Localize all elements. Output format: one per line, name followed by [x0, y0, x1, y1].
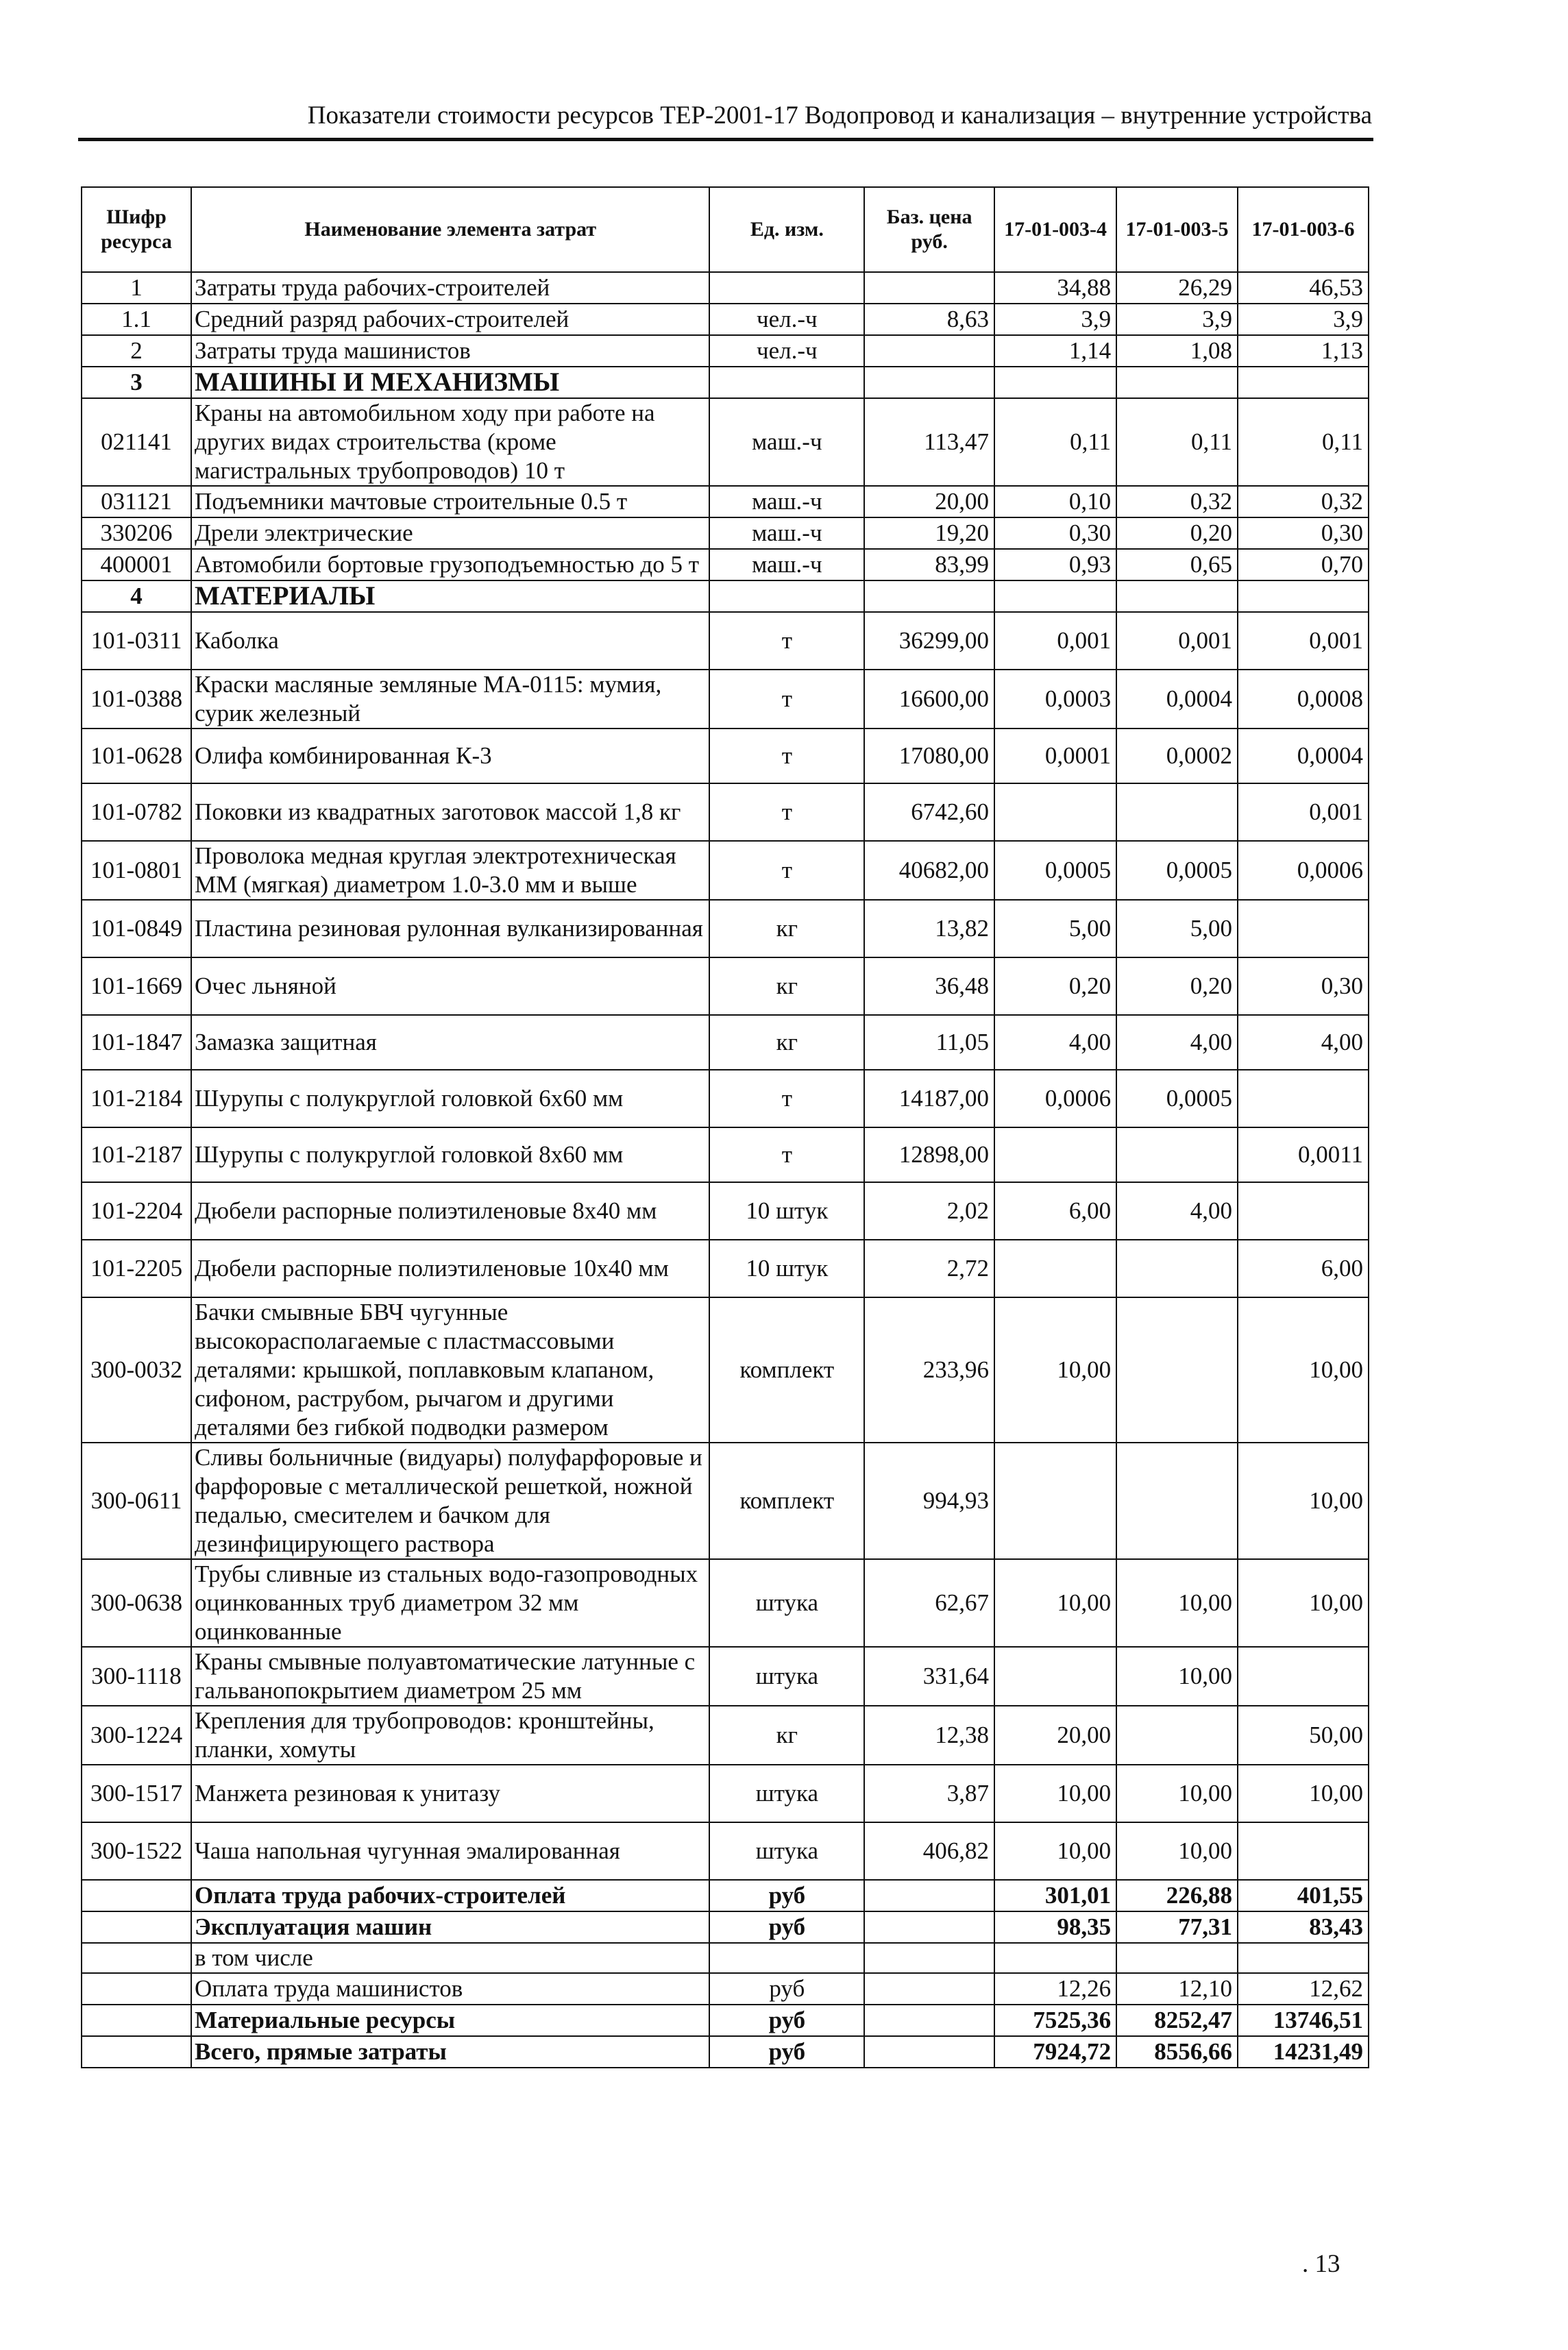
table-row: [82, 957, 1369, 1015]
section-number: 4: [82, 580, 191, 612]
total-unit: [709, 1943, 864, 1973]
norm-value-c1: 0,0006: [994, 1070, 1116, 1127]
norm-value-c1: 5,00: [994, 900, 1116, 957]
table-row: [82, 1297, 1369, 1443]
total-value-c1: 7924,72: [994, 2036, 1116, 2068]
resource-unit: чел.-ч: [709, 304, 864, 335]
norm-value-c3: 50,00: [1238, 1706, 1369, 1765]
table-row: [82, 486, 1369, 517]
norm-value-c2: 0,20: [1116, 957, 1238, 1015]
table-row: [82, 1015, 1369, 1070]
total-value-c1: 12,26: [994, 1973, 1116, 2005]
col-header-unit: Ед. изм.: [709, 187, 864, 272]
norm-value-c2: 0,001: [1116, 612, 1238, 670]
norm-value-c1: 10,00: [994, 1559, 1116, 1647]
norm-value-c3: 10,00: [1238, 1765, 1369, 1822]
base-price: 2,02: [864, 1182, 994, 1240]
empty-cell: [82, 1880, 191, 1911]
total-value-c1: [994, 1943, 1116, 1973]
resource-unit: 10 штук: [709, 1240, 864, 1297]
total-label: Материальные ресурсы: [191, 2005, 709, 2036]
norm-value-c2: 0,32: [1116, 486, 1238, 517]
page-header-title: Показатели стоимости ресурсов ТЕР-2001-17 Водопровод и канализация – внутренние устройства: [307, 101, 1372, 130]
resource-code: 101-2184: [82, 1070, 191, 1127]
table-row: [82, 304, 1369, 335]
total-label: Эксплуатация машин: [191, 1911, 709, 1943]
resource-name: Замазка защитная: [191, 1015, 709, 1070]
resource-unit: т: [709, 783, 864, 841]
norm-value-c2: 5,00: [1116, 900, 1238, 957]
resource-name: Сливы больничные (видуары) полуфарфоровые и фарфоровые с металлической решеткой, ножной педалью, смесителем и бачком для дезинфицирующего раствора: [191, 1443, 709, 1559]
norm-value-c2: 0,0005: [1116, 1070, 1238, 1127]
resource-name: Олифа комбинированная К-3: [191, 729, 709, 783]
empty-cell: [994, 580, 1116, 612]
total-unit: руб: [709, 2005, 864, 2036]
resource-name: Автомобили бортовые грузоподъемностью до 5 т: [191, 549, 709, 580]
total-value-c2: 8556,66: [1116, 2036, 1238, 2068]
resource-unit: кг: [709, 1015, 864, 1070]
base-price: 14187,00: [864, 1070, 994, 1127]
base-price: 17080,00: [864, 729, 994, 783]
norm-value-c3: 0,0004: [1238, 729, 1369, 783]
norm-value-c1: [994, 1127, 1116, 1182]
total-value-c3: 83,43: [1238, 1911, 1369, 1943]
empty-cell: [864, 1973, 994, 2005]
table-row: [82, 580, 1369, 612]
total-value-c2: [1116, 1943, 1238, 1973]
norm-value-c1: 6,00: [994, 1182, 1116, 1240]
total-unit: руб: [709, 1880, 864, 1911]
resource-unit: маш.-ч: [709, 398, 864, 486]
resource-code: 101-2187: [82, 1127, 191, 1182]
table-row: [82, 1911, 1369, 1943]
resource-name: Дюбели распорные полиэтиленовые 10х40 мм: [191, 1240, 709, 1297]
total-unit: руб: [709, 1973, 864, 2005]
resource-unit: чел.-ч: [709, 335, 864, 367]
empty-cell: [864, 367, 994, 398]
resource-code: 101-0628: [82, 729, 191, 783]
empty-cell: [864, 2036, 994, 2068]
base-price: 994,93: [864, 1443, 994, 1559]
norm-value-c3: 0,30: [1238, 957, 1369, 1015]
base-price: [864, 272, 994, 304]
section-number: 3: [82, 367, 191, 398]
table-row: [82, 1973, 1369, 2005]
table-row: [82, 900, 1369, 957]
resource-code: 300-1522: [82, 1822, 191, 1880]
norm-value-c2: 0,0005: [1116, 841, 1238, 900]
table-row: [82, 1943, 1369, 1973]
total-unit: руб: [709, 1911, 864, 1943]
resource-name: Каболка: [191, 612, 709, 670]
resource-name: Поковки из квадратных заготовок массой 1,8 кг: [191, 783, 709, 841]
resource-code: 101-0801: [82, 841, 191, 900]
norm-value-c1: 0,30: [994, 517, 1116, 549]
resource-unit: кг: [709, 957, 864, 1015]
norm-value-c3: 10,00: [1238, 1443, 1369, 1559]
total-value-c3: 401,55: [1238, 1880, 1369, 1911]
table-body: [82, 272, 1369, 2068]
resource-code: 101-0311: [82, 612, 191, 670]
norm-value-c3: [1238, 1822, 1369, 1880]
base-price: 36,48: [864, 957, 994, 1015]
resource-unit: т: [709, 612, 864, 670]
col-header-17-01-003-6: 17-01-003-6: [1238, 187, 1369, 272]
resource-unit: т: [709, 1070, 864, 1127]
table-row: [82, 398, 1369, 486]
norm-value-c1: [994, 1443, 1116, 1559]
base-price: 11,05: [864, 1015, 994, 1070]
norm-value-c1: 4,00: [994, 1015, 1116, 1070]
total-value-c3: [1238, 1943, 1369, 1973]
norm-value-c1: [994, 1240, 1116, 1297]
total-value-c2: 226,88: [1116, 1880, 1238, 1911]
empty-cell: [1238, 580, 1369, 612]
norm-value-c3: 10,00: [1238, 1297, 1369, 1443]
empty-cell: [82, 2005, 191, 2036]
norm-value-c1: 0,001: [994, 612, 1116, 670]
norm-value-c2: 10,00: [1116, 1822, 1238, 1880]
resource-cost-table: [81, 186, 1369, 2068]
total-value-c3: 14231,49: [1238, 2036, 1369, 2068]
resource-name: Бачки смывные БВЧ чугунные высокорасполагаемые с пластмассовыми деталями: крышкой, поплавковым клапаном, сифоном, раструбом, рычагом и другими деталями без гибкой подводки размером: [191, 1297, 709, 1443]
table-row: [82, 367, 1369, 398]
norm-value-c3: 6,00: [1238, 1240, 1369, 1297]
norm-value-c1: 0,10: [994, 486, 1116, 517]
norm-value-c1: 3,9: [994, 304, 1116, 335]
resource-unit: т: [709, 841, 864, 900]
norm-value-c1: 10,00: [994, 1765, 1116, 1822]
table-row: [82, 549, 1369, 580]
resource-unit: [709, 272, 864, 304]
norm-value-c1: [994, 783, 1116, 841]
empty-cell: [709, 580, 864, 612]
base-price: [864, 335, 994, 367]
resource-name: Пластина резиновая рулонная вулканизированная: [191, 900, 709, 957]
base-price: 19,20: [864, 517, 994, 549]
table-row: [82, 517, 1369, 549]
resource-code: 2: [82, 335, 191, 367]
resource-code: 101-2205: [82, 1240, 191, 1297]
resource-name: Трубы сливные из стальных водо-газопроводных оцинкованных труб диаметром 32 мм оцинкованные: [191, 1559, 709, 1647]
resource-unit: т: [709, 729, 864, 783]
norm-value-c2: [1116, 1240, 1238, 1297]
table-row: [82, 1070, 1369, 1127]
table-row: [82, 335, 1369, 367]
norm-value-c2: 0,20: [1116, 517, 1238, 549]
table-row: [82, 1706, 1369, 1765]
base-price: 83,99: [864, 549, 994, 580]
table-row: [82, 670, 1369, 729]
norm-value-c1: 0,11: [994, 398, 1116, 486]
norm-value-c3: 0,0011: [1238, 1127, 1369, 1182]
base-price: 12898,00: [864, 1127, 994, 1182]
table-header-row: [82, 187, 1369, 272]
resource-name: Проволока медная круглая электротехническая ММ (мягкая) диаметром 1.0-3.0 мм и выше: [191, 841, 709, 900]
base-price: 113,47: [864, 398, 994, 486]
base-price: 233,96: [864, 1297, 994, 1443]
col-header-17-01-003-4: 17-01-003-4: [994, 187, 1116, 272]
table-row: [82, 1443, 1369, 1559]
total-label: Оплата труда рабочих-строителей: [191, 1880, 709, 1911]
norm-value-c2: [1116, 783, 1238, 841]
empty-cell: [1116, 580, 1238, 612]
resource-name: Средний разряд рабочих-строителей: [191, 304, 709, 335]
resource-unit: т: [709, 670, 864, 729]
col-header-price: Баз. цена руб.: [864, 187, 994, 272]
resource-name: Краны на автомобильном ходу при работе на других видах строительства (кроме магистральных трубопроводов) 10 т: [191, 398, 709, 486]
base-price: 3,87: [864, 1765, 994, 1822]
norm-value-c3: 0,0006: [1238, 841, 1369, 900]
total-value-c2: 77,31: [1116, 1911, 1238, 1943]
norm-value-c3: 3,9: [1238, 304, 1369, 335]
col-header-17-01-003-5: 17-01-003-5: [1116, 187, 1238, 272]
resource-unit: кг: [709, 1706, 864, 1765]
norm-value-c1: [994, 1647, 1116, 1706]
norm-value-c1: 0,0005: [994, 841, 1116, 900]
norm-value-c1: 0,0001: [994, 729, 1116, 783]
norm-value-c1: 0,20: [994, 957, 1116, 1015]
total-unit: руб: [709, 2036, 864, 2068]
section-title: МАТЕРИАЛЫ: [191, 580, 709, 612]
norm-value-c2: 26,29: [1116, 272, 1238, 304]
norm-value-c2: 4,00: [1116, 1182, 1238, 1240]
table-row: [82, 2036, 1369, 2068]
resource-code: 101-2204: [82, 1182, 191, 1240]
empty-cell: [864, 1880, 994, 1911]
resource-unit: комплект: [709, 1297, 864, 1443]
base-price: 406,82: [864, 1822, 994, 1880]
resource-name: Манжета резиновая к унитазу: [191, 1765, 709, 1822]
resource-code: 101-1847: [82, 1015, 191, 1070]
norm-value-c3: 0,11: [1238, 398, 1369, 486]
resource-code: 330206: [82, 517, 191, 549]
table-row: [82, 841, 1369, 900]
resource-name: Дюбели распорные полиэтиленовые 8х40 мм: [191, 1182, 709, 1240]
resource-code: 300-1118: [82, 1647, 191, 1706]
resource-code: 300-0638: [82, 1559, 191, 1647]
page-number: . 13: [1302, 2250, 1340, 2278]
resource-name: Краски масляные земляные МА-0115: мумия, сурик железный: [191, 670, 709, 729]
resource-unit: маш.-ч: [709, 517, 864, 549]
resource-name: Затраты труда рабочих-строителей: [191, 272, 709, 304]
total-value-c2: 12,10: [1116, 1973, 1238, 2005]
resource-name: Шурупы с полукруглой головкой 8х60 мм: [191, 1127, 709, 1182]
norm-value-c3: [1238, 900, 1369, 957]
resource-code: 031121: [82, 486, 191, 517]
resource-code: 101-0782: [82, 783, 191, 841]
norm-value-c3: 4,00: [1238, 1015, 1369, 1070]
norm-value-c2: 10,00: [1116, 1765, 1238, 1822]
resource-unit: кг: [709, 900, 864, 957]
norm-value-c3: 46,53: [1238, 272, 1369, 304]
norm-value-c2: 0,11: [1116, 398, 1238, 486]
table-row: [82, 1765, 1369, 1822]
norm-value-c1: 34,88: [994, 272, 1116, 304]
resource-unit: маш.-ч: [709, 486, 864, 517]
resource-unit: маш.-ч: [709, 549, 864, 580]
resource-unit: штука: [709, 1765, 864, 1822]
norm-value-c2: [1116, 1127, 1238, 1182]
norm-value-c3: [1238, 1647, 1369, 1706]
total-value-c1: 98,35: [994, 1911, 1116, 1943]
empty-cell: [1116, 367, 1238, 398]
norm-value-c3: 0,0008: [1238, 670, 1369, 729]
total-label: в том числе: [191, 1943, 709, 1973]
norm-value-c2: 10,00: [1116, 1647, 1238, 1706]
resource-unit: штука: [709, 1822, 864, 1880]
total-value-c1: 301,01: [994, 1880, 1116, 1911]
resource-name: Очес льняной: [191, 957, 709, 1015]
base-price: 20,00: [864, 486, 994, 517]
resource-code: 300-1517: [82, 1765, 191, 1822]
empty-cell: [994, 367, 1116, 398]
empty-cell: [864, 1943, 994, 1973]
resource-unit: 10 штук: [709, 1182, 864, 1240]
resource-code: 101-1669: [82, 957, 191, 1015]
base-price: 36299,00: [864, 612, 994, 670]
table-row: [82, 1182, 1369, 1240]
norm-value-c2: [1116, 1443, 1238, 1559]
resource-code: 101-0849: [82, 900, 191, 957]
norm-value-c1: 20,00: [994, 1706, 1116, 1765]
norm-value-c1: 10,00: [994, 1297, 1116, 1443]
norm-value-c2: 3,9: [1116, 304, 1238, 335]
resource-unit: штука: [709, 1647, 864, 1706]
norm-value-c3: 0,001: [1238, 783, 1369, 841]
total-value-c1: 7525,36: [994, 2005, 1116, 2036]
resource-name: Шурупы с полукруглой головкой 6х60 мм: [191, 1070, 709, 1127]
resource-unit: комплект: [709, 1443, 864, 1559]
table-row: [82, 2005, 1369, 2036]
resource-code: 400001: [82, 549, 191, 580]
table-row: [82, 1127, 1369, 1182]
table-row: [82, 272, 1369, 304]
col-header-name: Наименование элемента затрат: [191, 187, 709, 272]
norm-value-c1: 1,14: [994, 335, 1116, 367]
resource-code: 300-0032: [82, 1297, 191, 1443]
base-price: 8,63: [864, 304, 994, 335]
table-row: [82, 1647, 1369, 1706]
norm-value-c3: 0,30: [1238, 517, 1369, 549]
header-rule: [78, 138, 1373, 141]
section-title: МАШИНЫ И МЕХАНИЗМЫ: [191, 367, 709, 398]
norm-value-c3: 0,70: [1238, 549, 1369, 580]
col-header-code: Шифр ресурса: [82, 187, 191, 272]
base-price: 6742,60: [864, 783, 994, 841]
norm-value-c3: 0,32: [1238, 486, 1369, 517]
empty-cell: [709, 367, 864, 398]
resource-name: Краны смывные полуавтоматические латунные с гальванопокрытием диаметром 25 мм: [191, 1647, 709, 1706]
norm-value-c2: [1116, 1297, 1238, 1443]
resource-code: 1: [82, 272, 191, 304]
base-price: 13,82: [864, 900, 994, 957]
resource-code: 101-0388: [82, 670, 191, 729]
norm-value-c2: 0,0002: [1116, 729, 1238, 783]
table-row: [82, 783, 1369, 841]
norm-value-c3: 0,001: [1238, 612, 1369, 670]
norm-value-c2: 0,0004: [1116, 670, 1238, 729]
norm-value-c2: 10,00: [1116, 1559, 1238, 1647]
norm-value-c3: [1238, 1182, 1369, 1240]
resource-name: Затраты труда машинистов: [191, 335, 709, 367]
base-price: 16600,00: [864, 670, 994, 729]
norm-value-c1: 10,00: [994, 1822, 1116, 1880]
base-price: 2,72: [864, 1240, 994, 1297]
table-row: [82, 1559, 1369, 1647]
table-row: [82, 729, 1369, 783]
total-value-c2: 8252,47: [1116, 2005, 1238, 2036]
empty-cell: [82, 2036, 191, 2068]
base-price: 12,38: [864, 1706, 994, 1765]
base-price: 331,64: [864, 1647, 994, 1706]
norm-value-c3: 1,13: [1238, 335, 1369, 367]
resource-code: 021141: [82, 398, 191, 486]
empty-cell: [864, 580, 994, 612]
resource-code: 1.1: [82, 304, 191, 335]
resource-name: Крепления для трубопроводов: кронштейны, планки, хомуты: [191, 1706, 709, 1765]
norm-value-c2: 4,00: [1116, 1015, 1238, 1070]
norm-value-c2: 1,08: [1116, 335, 1238, 367]
resource-code: 300-1224: [82, 1706, 191, 1765]
table-row: [82, 612, 1369, 670]
empty-cell: [864, 2005, 994, 2036]
empty-cell: [82, 1943, 191, 1973]
total-value-c3: 12,62: [1238, 1973, 1369, 2005]
empty-cell: [1238, 367, 1369, 398]
empty-cell: [82, 1911, 191, 1943]
norm-value-c3: [1238, 1070, 1369, 1127]
total-label: Всего, прямые затраты: [191, 2036, 709, 2068]
empty-cell: [82, 1973, 191, 2005]
norm-value-c3: 10,00: [1238, 1559, 1369, 1647]
norm-value-c1: 0,93: [994, 549, 1116, 580]
table-row: [82, 1880, 1369, 1911]
table-row: [82, 1822, 1369, 1880]
base-price: 62,67: [864, 1559, 994, 1647]
total-value-c3: 13746,51: [1238, 2005, 1369, 2036]
norm-value-c1: 0,0003: [994, 670, 1116, 729]
resource-code: 300-0611: [82, 1443, 191, 1559]
norm-value-c2: [1116, 1706, 1238, 1765]
resource-unit: штука: [709, 1559, 864, 1647]
resource-name: Чаша напольная чугунная эмалированная: [191, 1822, 709, 1880]
norm-value-c2: 0,65: [1116, 549, 1238, 580]
base-price: 40682,00: [864, 841, 994, 900]
resource-name: Дрели электрические: [191, 517, 709, 549]
resource-name: Подъемники мачтовые строительные 0.5 т: [191, 486, 709, 517]
table-row: [82, 1240, 1369, 1297]
empty-cell: [864, 1911, 994, 1943]
total-label: Оплата труда машинистов: [191, 1973, 709, 2005]
resource-unit: т: [709, 1127, 864, 1182]
